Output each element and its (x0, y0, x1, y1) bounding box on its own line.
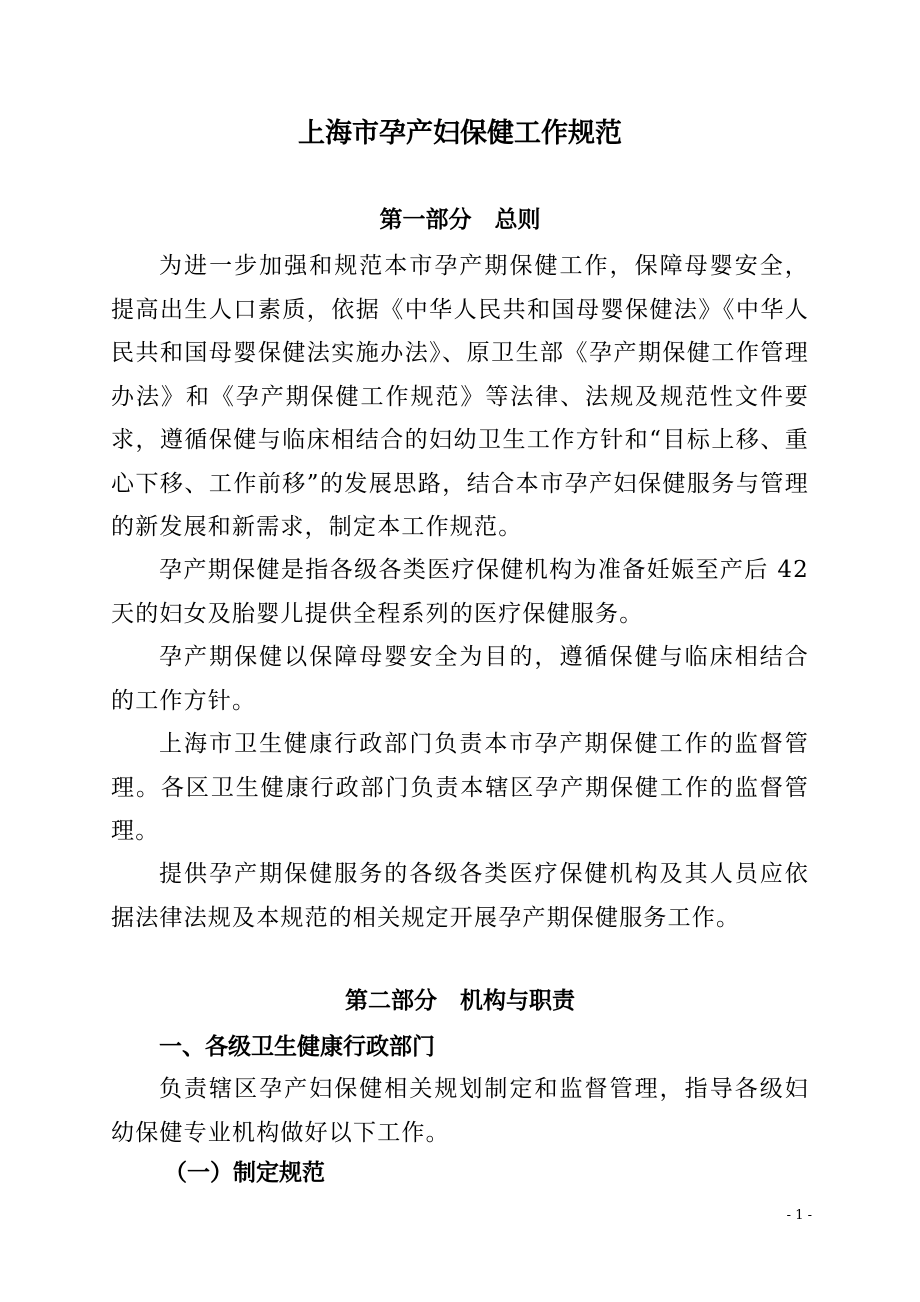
section-1-heading: 一、各级卫生健康行政部门 (159, 1034, 435, 1060)
part1-paragraph-3: 孕产期保健以保障母婴安全为目的，遵循保健与临床相结合的工作方针。 (111, 644, 809, 714)
part1-paragraph-2: 孕产期保健是指各级各类医疗保健机构为准备妊娠至产后 42 天的妇女及胎婴儿提供全程系列的医疗保健服务。 (111, 557, 809, 627)
part2-heading: 第二部分 机构与职责 (345, 988, 575, 1014)
part1-heading: 第一部分 总则 (379, 207, 541, 233)
page-number: - 1 - (786, 1208, 812, 1223)
part1-paragraph-4: 上海市卫生健康行政部门负责本市孕产期保健工作的监督管理。各区卫生健康行政部门负责本辖区孕产期保健工作的监督管理。 (111, 731, 809, 844)
section-1-paragraph: 负责辖区孕产妇保健相关规划制定和监督管理，指导各级妇幼保健专业机构做好以下工作。 (111, 1076, 809, 1146)
part1-paragraph-1: 为进一步加强和规范本市孕产期保健工作，保障母婴安全，提高出生人口素质，依据《中华人民共和国母婴保健法》《中华人民共和国母婴保健法实施办法》、原卫生部《孕产期保健工作管理办法》和《孕产期保健工作规范》等法律、法规及规范性文件要求，遵循保健与临床相结合的妇幼卫生工作方针和“目标上移、重心下移、工作前移”的发展思路，结合本市孕产妇保健服务与管理的新发展和新需求，制定本工作规范。 (111, 253, 809, 540)
part1-paragraph-5: 提供孕产期保健服务的各级各类医疗保健机构及其人员应依据法律法规及本规范的相关规定开展孕产期保健服务工作。 (111, 861, 809, 931)
document-title: 上海市孕产妇保健工作规范 (298, 118, 622, 149)
subsection-1-heading: （一）制定规范 (164, 1160, 325, 1186)
